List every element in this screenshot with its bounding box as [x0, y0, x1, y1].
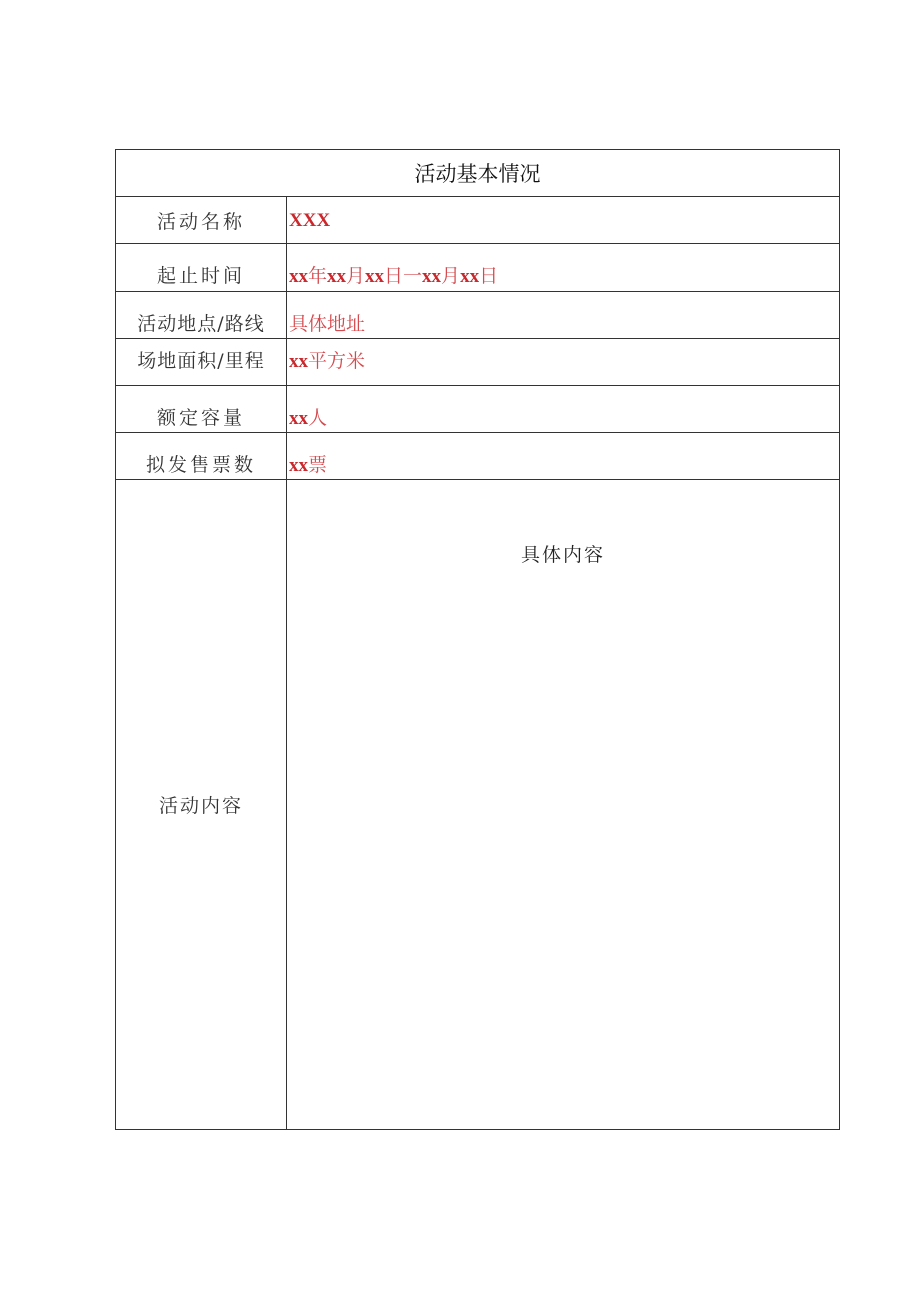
unit-day-separator: 日一: [384, 265, 423, 287]
label-area: 场地面积/里程: [116, 339, 287, 386]
row-activity-name: [116, 197, 840, 244]
unit-area: 平方米: [308, 349, 366, 372]
row-date-range: [116, 244, 840, 292]
row-capacity: [116, 386, 840, 433]
activity-info-form: [115, 149, 840, 1130]
content-heading: 具体内容: [520, 544, 605, 566]
form-title: 活动基本情况: [116, 150, 840, 197]
label-date-range: 起止时间: [116, 244, 287, 292]
value-start-year: xx: [289, 266, 308, 287]
value-capacity: xx: [289, 407, 308, 429]
field-activity-name[interactable]: [287, 197, 840, 244]
value-area: xx: [289, 350, 308, 372]
value-end-day: xx: [460, 266, 480, 287]
label-location: 活动地点/路线: [116, 292, 287, 339]
value-end-month: xx: [422, 266, 442, 287]
field-date-range[interactable]: [287, 244, 840, 292]
row-area: [116, 339, 840, 386]
value-activity-name: XXX: [289, 209, 331, 231]
label-activity-name: 活动名称: [116, 197, 287, 244]
unit-capacity: 人: [308, 406, 328, 429]
form-title-row: [116, 150, 840, 197]
unit-end-month: 月: [441, 265, 461, 287]
label-capacity: 额定容量: [116, 386, 287, 433]
value-start-day: xx: [365, 266, 385, 287]
row-location: [116, 292, 840, 339]
field-tickets[interactable]: [287, 433, 840, 480]
field-capacity[interactable]: [287, 386, 840, 433]
unit-tickets: 票: [308, 453, 328, 476]
unit-month: 月: [346, 265, 366, 287]
value-location: 具体地址: [289, 312, 366, 335]
row-tickets: [116, 433, 840, 480]
label-tickets: 拟发售票数: [116, 433, 287, 480]
row-content: [116, 480, 840, 1130]
value-start-month: xx: [327, 266, 347, 287]
value-tickets: xx: [289, 454, 308, 476]
field-area[interactable]: [287, 339, 840, 386]
unit-year: 年: [308, 265, 328, 287]
label-content: 活动内容: [116, 480, 287, 1130]
field-location[interactable]: [287, 292, 840, 339]
field-content[interactable]: [287, 480, 840, 1130]
unit-end-day: 日: [479, 265, 499, 287]
